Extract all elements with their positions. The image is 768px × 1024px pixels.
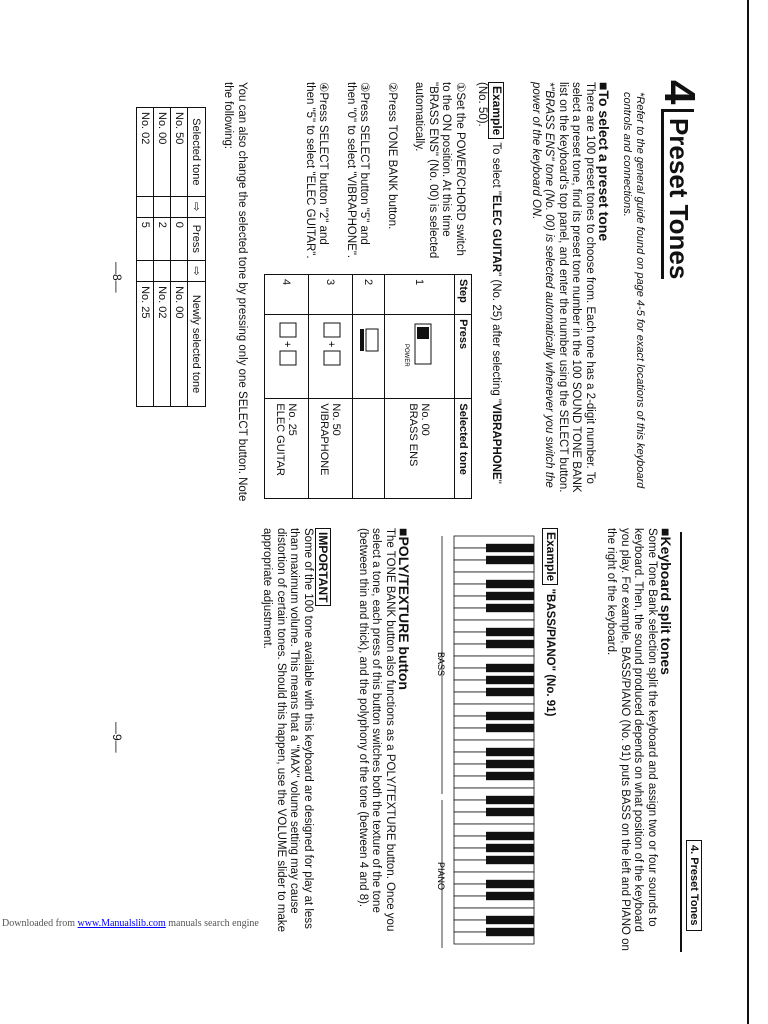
step-cell: 2 [353, 275, 385, 315]
power-switch-icon [385, 315, 455, 399]
step-3-num: ③ [358, 82, 371, 93]
black-key [486, 544, 534, 552]
step-1 [412, 82, 466, 267]
sel-cell [171, 196, 188, 217]
step-2 [385, 82, 399, 267]
important-section [260, 528, 332, 952]
table-row [171, 108, 188, 407]
select-heading-text: To select a preset tone [596, 90, 612, 242]
footer-prefix: Downloaded from [2, 918, 78, 929]
sel-cell: 0 [171, 217, 188, 260]
black-key [486, 556, 534, 564]
table-row [137, 108, 154, 407]
select-buttons-icon [265, 315, 309, 399]
step-table-header [455, 275, 472, 499]
step-table-header-tone: Selected tone [455, 399, 472, 499]
black-key [486, 664, 534, 672]
black-key [486, 892, 534, 900]
black-key [486, 880, 534, 888]
poly-heading: ■POLY/TEXTURE button [396, 528, 412, 690]
important-label: IMPORTANT [315, 528, 331, 606]
step-cell: 1 [385, 275, 455, 315]
change-text: You can also change the selected tone by pressing only one SELECT button. Note the following: [222, 82, 248, 502]
black-key [486, 808, 534, 816]
black-key [486, 712, 534, 720]
black-key [486, 604, 534, 612]
example1-label: Example [489, 82, 505, 139]
select-section [529, 82, 613, 502]
sel-header-press: Press [188, 217, 206, 260]
sel-header-selected: Selected tone [188, 108, 206, 197]
example1 [475, 82, 504, 502]
sel-cell: No. 00 [171, 282, 188, 407]
important-body: Some of the 100 tone available with this keyboard are designed for play at less than maximum volume. This means that a "MAX" volume setting may cause distortion of certain tones. Should this happen, use the VOLUME slider to make appropriate adjustment. [261, 528, 314, 932]
example2-text: "BASS/PIANO" (No. 91) [544, 588, 556, 717]
step-4 [303, 82, 330, 267]
tone-cell [353, 399, 385, 499]
select-heading: ■To select a preset tone [596, 82, 612, 242]
step-table-header-press: Press [455, 315, 472, 399]
poly-body: The TONE BANK button also functions as a POLY/TEXTURE button. Once you select a tone, each press of this button switches both the texture of the tone (between thin and thick), and the polyphony of the tone (between 4 and 8). [357, 528, 396, 932]
step-list [303, 82, 467, 267]
black-key [486, 592, 534, 600]
sel-cell [137, 196, 154, 217]
rotated-spread [34, 62, 734, 962]
poly-heading-text: POLY/TEXTURE button [396, 536, 412, 690]
sel-cell [171, 260, 188, 281]
bass-label: BASS [436, 652, 446, 677]
svg-text:+: + [325, 341, 337, 348]
sel-cell: 5 [137, 217, 154, 260]
black-key [486, 856, 534, 864]
split-heading-text: Keyboard split tones [658, 536, 674, 675]
sel-cell: 2 [154, 217, 171, 260]
black-key [486, 772, 534, 780]
step-1-text: Set the POWER/CHORD switch to the ON position. At this time "BRASS ENS" (No. 00) is selected automatically. [413, 82, 466, 259]
step-table-header-step: Step [455, 275, 472, 315]
sel-cell [154, 260, 171, 281]
select-buttons-icon [309, 315, 353, 399]
step-2-num: ② [386, 82, 398, 93]
black-key [486, 676, 534, 684]
sel-cell [137, 260, 154, 281]
page-number-left: —8— [110, 262, 124, 293]
header-rule [680, 532, 682, 952]
table-row [385, 275, 455, 499]
selection-table [136, 107, 206, 407]
black-key [486, 832, 534, 840]
example1-bold1: ELEC GUITAR [490, 195, 502, 273]
guide-note: *Refer to the general guide found on page 4-5 for exact locations of this keyboard controls and connections. [621, 92, 646, 489]
black-key [486, 628, 534, 636]
svg-text:POWER: POWER [403, 344, 409, 367]
arrow-right-icon: ⇨ [188, 196, 206, 217]
chapter-title: Preset Tones [662, 109, 695, 279]
table-row [353, 275, 385, 499]
chapter-number: 4 [655, 80, 704, 105]
select-body: There are 100 preset tones to choose from. Each tone has a 2-digit number. To select a preset tone, find its preset tone number in the 100 SOUND TONE BANK list on the keyboard's top panel, and enter the number using the SELECT button. [557, 82, 596, 493]
piano-label: PIANO [436, 862, 446, 891]
scan-edge-line [747, 0, 749, 1024]
step-table [264, 274, 472, 499]
keyboard-keys [454, 536, 534, 944]
black-key [486, 844, 534, 852]
example2-label: Example [543, 528, 559, 585]
tone-cell: No. 00 BRASS ENS [385, 399, 455, 499]
black-key [486, 724, 534, 732]
selection-table-header [188, 108, 206, 407]
black-key [486, 688, 534, 696]
example1-text-a: To select " [490, 142, 502, 196]
select-footnote: *"BRASS ENS" tone (No. 00) is selected automatically whenever you switch the power of the keyboard ON. [530, 82, 556, 488]
sel-cell: No. 50 [171, 108, 188, 197]
keyboard-diagram [428, 532, 538, 952]
step-cell: 3 [309, 275, 353, 315]
poly-section [356, 528, 413, 952]
step-3 [344, 82, 371, 267]
black-key [486, 928, 534, 936]
tone-bank-button-icon [353, 315, 385, 399]
table-row [309, 275, 353, 499]
footer-suffix: manuals search engine [165, 918, 259, 929]
step-1-num: ① [454, 82, 466, 93]
sel-cell: No. 02 [137, 108, 154, 197]
sel-header-new: Newly selected tone [188, 282, 206, 407]
black-key [486, 748, 534, 756]
black-key [486, 640, 534, 648]
step-3-text: Press SELECT button "5" and then "0" to select "VIBRAPHONE". [345, 82, 371, 259]
example1-bold2: VIBRAPHONE [490, 403, 502, 480]
chapter-tab: 4. Preset Tones [686, 840, 702, 931]
table-row [265, 275, 309, 499]
black-key [486, 796, 534, 804]
tone-cell: No. 25 ELEC GUITAR [265, 399, 309, 499]
download-footer [2, 918, 259, 929]
table-row [154, 108, 171, 407]
step-2-text: Press TONE BANK button. [386, 92, 398, 230]
sel-cell [154, 196, 171, 217]
manualslib-link[interactable]: www.Manualslib.com [77, 918, 166, 929]
step-4-text: Press SELECT button "2" and then "5" to select "ELEC GUITAR". [304, 82, 330, 259]
split-section [604, 528, 674, 952]
example2 [543, 528, 559, 952]
tone-cell: No. 50 VIBRAPHONE [309, 399, 353, 499]
page-number-right: —9— [110, 722, 124, 753]
sel-cell: No. 25 [137, 282, 154, 407]
black-key [486, 580, 534, 588]
step-4-num: ④ [317, 82, 330, 93]
arrow-right-icon: ⇨ [188, 260, 206, 281]
black-key [486, 760, 534, 768]
example1-text-c: " (No. 50). [476, 82, 502, 484]
step-cell: 4 [265, 275, 309, 315]
split-body: Some Tone Bank selection split the keyboard and assign two or four sounds to keyboard. Then, the sound produced depends on what position of the keyboard you play. For example, BASS/PIANO (No. 91) puts BASS on the left and PIANO on the right of the keyboard. [605, 528, 658, 951]
black-key [486, 916, 534, 924]
chapter-header [654, 80, 704, 510]
example1-text-b: " (No. 25) after selecting " [490, 272, 502, 404]
split-heading: ■Keyboard split tones [658, 528, 674, 675]
sel-cell: No. 00 [154, 108, 171, 197]
sel-cell: No. 02 [154, 282, 171, 407]
svg-text:+: + [281, 341, 293, 348]
